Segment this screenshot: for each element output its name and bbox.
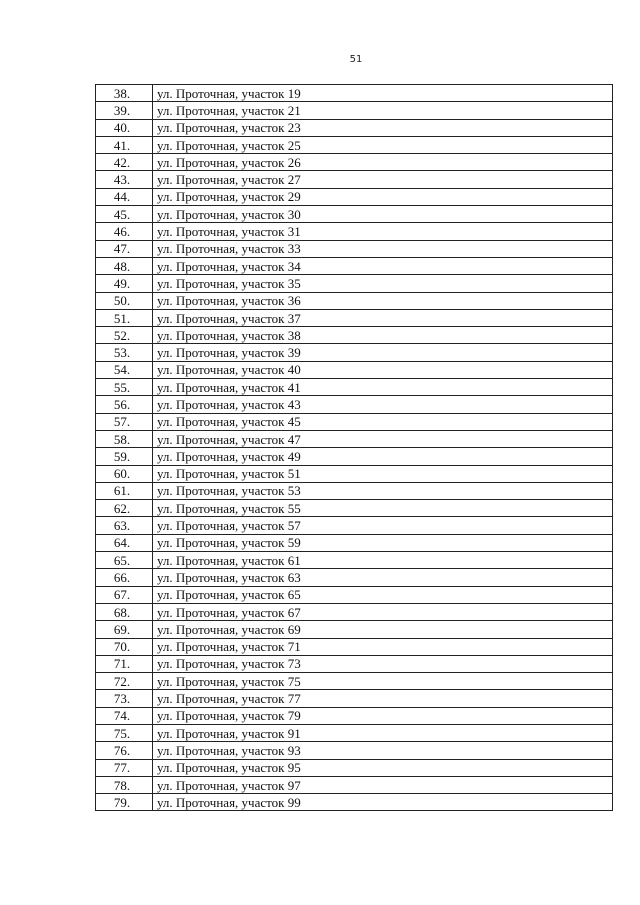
row-number: 76.	[96, 742, 153, 759]
table-row	[96, 586, 613, 603]
row-address: ул. Проточная, участок 26	[153, 154, 613, 171]
table-row	[96, 85, 613, 102]
row-number: 61.	[96, 482, 153, 499]
row-address: ул. Проточная, участок 55	[153, 500, 613, 517]
table-row	[96, 603, 613, 620]
row-number: 44.	[96, 188, 153, 205]
row-address: ул. Проточная, участок 71	[153, 638, 613, 655]
row-address: ул. Проточная, участок 34	[153, 257, 613, 274]
row-address: ул. Проточная, участок 61	[153, 552, 613, 569]
row-address: ул. Проточная, участок 33	[153, 240, 613, 257]
row-number: 69.	[96, 621, 153, 638]
row-number: 40.	[96, 119, 153, 136]
row-address: ул. Проточная, участок 65	[153, 586, 613, 603]
row-number: 79.	[96, 794, 153, 811]
table-row	[96, 119, 613, 136]
row-number: 67.	[96, 586, 153, 603]
table-row	[96, 569, 613, 586]
table-row	[96, 534, 613, 551]
table-row	[96, 448, 613, 465]
row-number: 51.	[96, 309, 153, 326]
table-row	[96, 344, 613, 361]
table-row	[96, 379, 613, 396]
row-address: ул. Проточная, участок 21	[153, 102, 613, 119]
row-address: ул. Проточная, участок 49	[153, 448, 613, 465]
row-number: 41.	[96, 136, 153, 153]
row-address: ул. Проточная, участок 73	[153, 655, 613, 672]
row-address: ул. Проточная, участок 39	[153, 344, 613, 361]
table-row	[96, 240, 613, 257]
table-row	[96, 690, 613, 707]
row-number: 62.	[96, 500, 153, 517]
row-number: 72.	[96, 673, 153, 690]
row-number: 63.	[96, 517, 153, 534]
row-address: ул. Проточная, участок 99	[153, 794, 613, 811]
table-row	[96, 275, 613, 292]
table-row	[96, 673, 613, 690]
row-address: ул. Проточная, участок 51	[153, 465, 613, 482]
row-address: ул. Проточная, участок 41	[153, 379, 613, 396]
table-row	[96, 413, 613, 430]
row-address: ул. Проточная, участок 25	[153, 136, 613, 153]
table-row	[96, 742, 613, 759]
table-row	[96, 206, 613, 223]
row-address: ул. Проточная, участок 27	[153, 171, 613, 188]
table-row	[96, 759, 613, 776]
table-row	[96, 517, 613, 534]
row-number: 70.	[96, 638, 153, 655]
table-row	[96, 482, 613, 499]
row-number: 39.	[96, 102, 153, 119]
row-number: 55.	[96, 379, 153, 396]
row-number: 59.	[96, 448, 153, 465]
row-address: ул. Проточная, участок 53	[153, 482, 613, 499]
row-address: ул. Проточная, участок 38	[153, 327, 613, 344]
row-address: ул. Проточная, участок 23	[153, 119, 613, 136]
table-row	[96, 794, 613, 811]
table-row	[96, 309, 613, 326]
row-address: ул. Проточная, участок 43	[153, 396, 613, 413]
row-number: 57.	[96, 413, 153, 430]
table-row	[96, 552, 613, 569]
row-address: ул. Проточная, участок 69	[153, 621, 613, 638]
address-table-body	[96, 85, 613, 811]
row-address: ул. Проточная, участок 97	[153, 776, 613, 793]
row-number: 73.	[96, 690, 153, 707]
table-row	[96, 292, 613, 309]
row-number: 66.	[96, 569, 153, 586]
row-address: ул. Проточная, участок 31	[153, 223, 613, 240]
table-row	[96, 223, 613, 240]
table-row	[96, 776, 613, 793]
row-address: ул. Проточная, участок 30	[153, 206, 613, 223]
row-number: 78.	[96, 776, 153, 793]
row-number: 56.	[96, 396, 153, 413]
row-number: 71.	[96, 655, 153, 672]
row-number: 43.	[96, 171, 153, 188]
row-address: ул. Проточная, участок 36	[153, 292, 613, 309]
table-row	[96, 465, 613, 482]
row-address: ул. Проточная, участок 77	[153, 690, 613, 707]
row-number: 75.	[96, 724, 153, 741]
row-number: 52.	[96, 327, 153, 344]
row-address: ул. Проточная, участок 91	[153, 724, 613, 741]
address-table	[95, 84, 613, 811]
table-row	[96, 171, 613, 188]
row-address: ул. Проточная, участок 40	[153, 361, 613, 378]
row-address: ул. Проточная, участок 79	[153, 707, 613, 724]
row-number: 53.	[96, 344, 153, 361]
page-number: 51	[349, 54, 363, 65]
table-row	[96, 154, 613, 171]
row-address: ул. Проточная, участок 63	[153, 569, 613, 586]
table-row	[96, 327, 613, 344]
row-number: 77.	[96, 759, 153, 776]
row-number: 68.	[96, 603, 153, 620]
table-row	[96, 500, 613, 517]
table-row	[96, 724, 613, 741]
row-address: ул. Проточная, участок 95	[153, 759, 613, 776]
row-number: 58.	[96, 430, 153, 447]
row-address: ул. Проточная, участок 75	[153, 673, 613, 690]
row-address: ул. Проточная, участок 67	[153, 603, 613, 620]
row-number: 60.	[96, 465, 153, 482]
table-row	[96, 396, 613, 413]
table-row	[96, 707, 613, 724]
row-address: ул. Проточная, участок 59	[153, 534, 613, 551]
row-address: ул. Проточная, участок 29	[153, 188, 613, 205]
row-number: 65.	[96, 552, 153, 569]
row-number: 54.	[96, 361, 153, 378]
table-row	[96, 102, 613, 119]
row-address: ул. Проточная, участок 57	[153, 517, 613, 534]
row-number: 49.	[96, 275, 153, 292]
table-row	[96, 638, 613, 655]
table-row	[96, 361, 613, 378]
row-address: ул. Проточная, участок 93	[153, 742, 613, 759]
row-number: 42.	[96, 154, 153, 171]
row-number: 64.	[96, 534, 153, 551]
row-number: 50.	[96, 292, 153, 309]
row-address: ул. Проточная, участок 35	[153, 275, 613, 292]
table-row	[96, 136, 613, 153]
row-address: ул. Проточная, участок 19	[153, 85, 613, 102]
row-number: 48.	[96, 257, 153, 274]
row-number: 38.	[96, 85, 153, 102]
row-address: ул. Проточная, участок 47	[153, 430, 613, 447]
row-address: ул. Проточная, участок 45	[153, 413, 613, 430]
table-row	[96, 430, 613, 447]
row-number: 46.	[96, 223, 153, 240]
table-row	[96, 257, 613, 274]
row-address: ул. Проточная, участок 37	[153, 309, 613, 326]
table-row	[96, 621, 613, 638]
table-row	[96, 655, 613, 672]
row-number: 74.	[96, 707, 153, 724]
table-row	[96, 188, 613, 205]
row-number: 45.	[96, 206, 153, 223]
row-number: 47.	[96, 240, 153, 257]
